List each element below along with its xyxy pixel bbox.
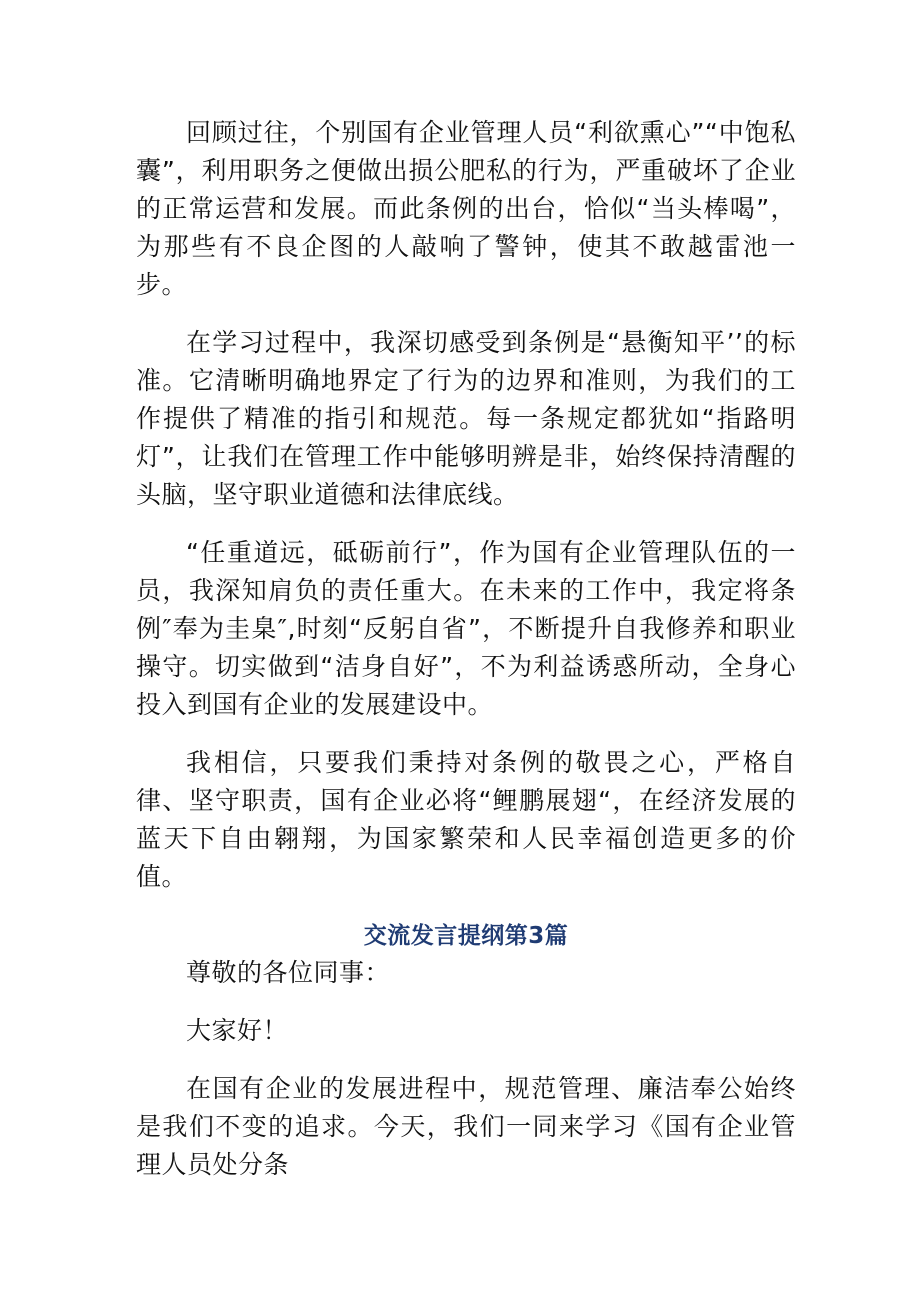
paragraph-intro: 在国有企业的发展进程中，规范管理、廉洁奉公始终是我们不变的追求。今天，我们一同来学习《国有企业管理人员处分条 [136, 1074, 796, 1179]
salutation: 尊敬的各位同事： [186, 958, 391, 987]
paragraph-reflection: 回顾过往，个别国有企业管理人员“利欲熏心”“中饱私囊”，利用职务之便做出损公肥私的行为，严重破坏了企业的正常运营和发展。而此条例的出台，恰似“当头棒喝”，为那些有不良企图的人敲响了警钟，使其不敢越雷池一步。 [136, 118, 796, 299]
paragraph-responsibility: “任重道远，砥砺前行”，作为国有企业管理队伍的一员，我深知肩负的责任重大。在未来的工作中，我定将条例″奉为圭臬″,时刻“反躬自省”，不断提升自我修养和职业操守。切实做到“洁身自好”，不为利益诱惑所动，全身心投入到国有企业的发展建设中。 [136, 538, 796, 719]
document-body [136, 114, 796, 1184]
paragraph-conclusion: 我相信，只要我们秉持对条例的敬畏之心，严格自律、坚守职责，国有企业必将“鲤鹏展翅“，在经济发展的蓝天下自由翱翔，为国家繁荣和人民幸福创造更多的价值。 [136, 748, 796, 891]
section-title: 交流发言提纲第3篇 [363, 923, 569, 949]
paragraph-learning: 在学习过程中，我深切感受到条例是“悬衡知平’’的标准。它清晰明确地界定了行为的边界和准则，为我们的工作提供了精准的指引和规范。每一条规定都犹如“指路明灯”，让我们在管理工作中能够明辨是非，始终保持清醒的头脑，坚守职业道德和法律底线。 [136, 328, 796, 509]
greeting: 大家好！ [186, 1016, 289, 1045]
